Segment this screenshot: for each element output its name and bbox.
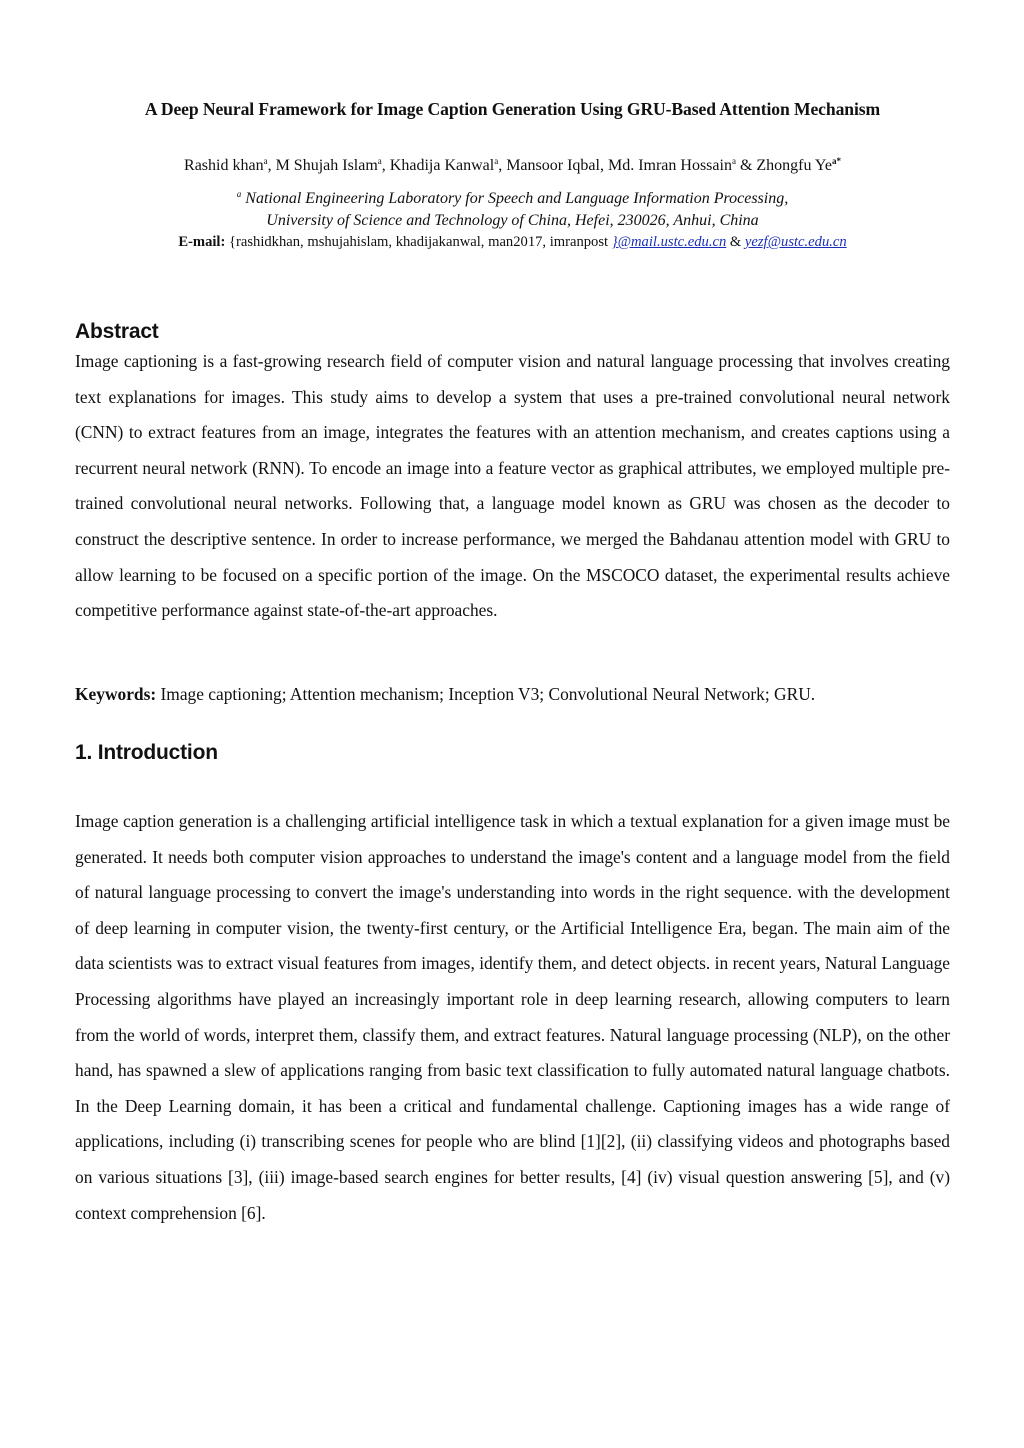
email-link-mail-ustc[interactable]: }@mail.ustc.edu.cn xyxy=(611,234,727,250)
abstract-heading: Abstract xyxy=(75,320,159,343)
author-list xyxy=(75,157,950,175)
email-link-yezf[interactable]: yezf@ustc.edu.cn xyxy=(744,234,847,250)
affiliation-line-1: $^a$ National Engineering Laboratory for Speech and Language Information Processing, xyxy=(236,189,789,207)
author: Md. Imran Hossain$^a$ & xyxy=(607,156,757,174)
keywords-list: Image captioning; Attention mechanism; Inception V3; Convolutional Neural Network; GRU. xyxy=(156,684,816,704)
affiliation-line-2: University of Science and Technology of China, Hefei, 230026, Anhui, China xyxy=(266,212,759,229)
author: Rashid khan$^a$, xyxy=(184,156,276,174)
affiliation-marker: a xyxy=(236,189,242,199)
introduction-text: Image caption generation is a challenging artificial intelligence task in which a textual explanation for a given image must be generated. It needs both computer vision approaches to understand the image's content and a language model from the field of natural language processing to convert the image's understanding into words in the right sequence. with the development of deep learning in computer vision, the twenty-first century, or the Artificial Intelligence Era, began. The main aim of the data scientists was to extract visual features from images, identify them, and detect objects. in recent years, Natural Language Processing algorithms have played an increasingly important role in deep learning research, allowing computers to learn from the world of words, interpret them, classify them, and extract features. Natural language processing (NLP), on the other hand, has spawned a slew of applications ranging from basic text classification to fully automated natural language chatbots. In the Deep Learning domain, it has been a critical and fundamental challenge. Captioning images has a wide range of applications, including (i) transcribing scenes for people who are blind [1][2], (ii) classifying videos and photographs based on various situations [3], (iii) image-based search engines for better results, [4] (iv) visual question answering [5], and (v) context comprehension [6]. xyxy=(75,811,950,1223)
author: Khadija Kanwal$^a$, xyxy=(389,156,507,174)
keywords-label: Keywords: xyxy=(75,684,157,704)
paper-title: A Deep Neural Framework for Image Caption Generation Using GRU-Based Attention Mechanism xyxy=(144,99,881,119)
introduction-heading: 1. Introduction xyxy=(75,741,218,764)
author: Zhongfu $Ye^{a*}$ xyxy=(756,156,841,174)
author: M Shujah Islam$^a$, xyxy=(275,156,390,174)
author: Mansoor Iqbal, xyxy=(506,157,608,174)
email-usernames: {rashidkhan, mshujahislam, khadijakanwal, man2017, imranpost xyxy=(225,234,612,250)
email-line: E-mail: {rashidkhan, mshujahislam, khadijakanwal, man2017, imranpost }@mail.ustc.edu.cn & yezf@ustc.edu.cn xyxy=(178,234,847,250)
abstract-text: Image captioning is a fast-growing research field of computer vision and natural language processing that involves creating text explanations for images. This study aims to develop a system that uses a pre-trained convolutional neural network (CNN) to extract features from an image, integrates the features with an attention mechanism, and creates captions using a recurrent neural network (RNN). To encode an image into a feature vector as graphical attributes, we employed multiple pre-trained convolutional neural networks. Following that, a language model known as GRU was chosen as the decoder to construct the descriptive sentence. In order to increase performance, we merged the Bahdanau attention model with GRU to allow learning to be focused on a specific portion of the image. On the MSCOCO dataset, the experimental results achieve competitive performance against state-of-the-art approaches. xyxy=(75,351,950,621)
email-label: E-mail: xyxy=(178,234,226,250)
keywords-line xyxy=(75,684,950,705)
